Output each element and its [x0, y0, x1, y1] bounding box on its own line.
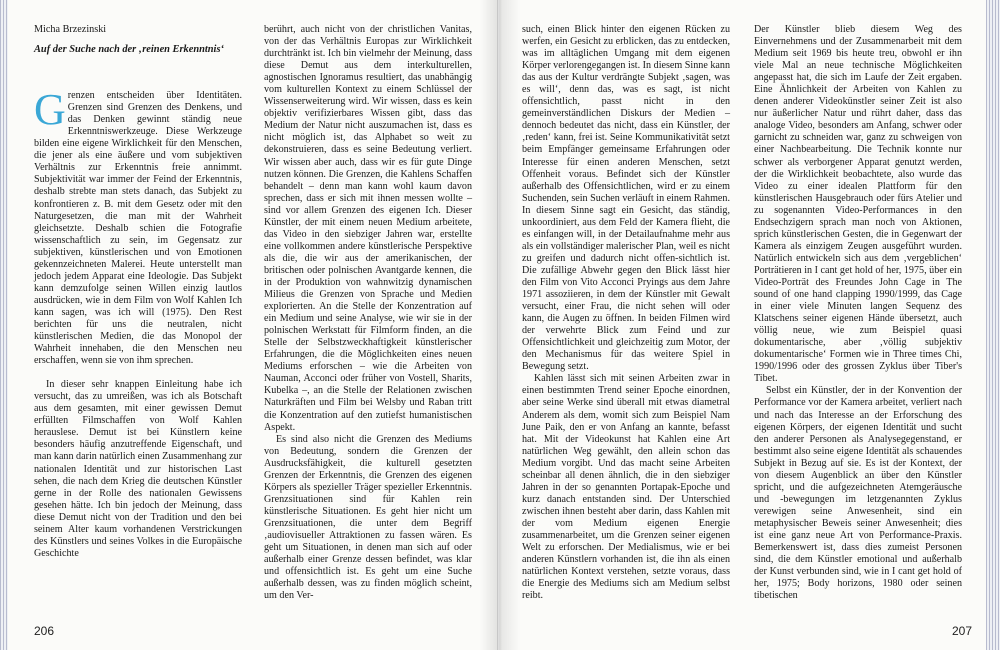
left-page [8, 0, 498, 650]
page-number-right: 207 [951, 624, 972, 638]
left-column-2 [264, 24, 472, 602]
author-name: Micha Brzezinski [34, 24, 107, 35]
right-column-2 [754, 24, 962, 602]
paragraph [34, 85, 242, 367]
paragraph: Kahlen lässt sich mit seinen Arbeiten zwar in einen bestimmten Trend seiner Epoche einordnen, aber seine Werke sind überall mit etwas diametral Anderem als dem, womit sich zum Beispiel Nam June Paik, den er von Anfang an kannte, befasst hat. Mit der Videokunst hat Kahlen eine Art natürlichen Weg gewählt, den allein schon das Medium vorgibt. Und das macht seine Arbeiten scheinbar all denen ähnlich, die in den siebziger Jahren in der so genannten Portapak-Epoche und kurz danach entstanden sind. Der Unterschied zwischen ihnen besteht aber darin, dass Kahlen mit der vom Medium eigenen Energie zusammenarbeitet, um die Grenzen seiner eigenen Welt zu erforschen. Der Medialismus, wie er bei anderen Künstlern vorhanden ist, die ihn als einen natürlichen Kontext verstehen, setzte voraus, dass die Energie des Mediums sich am Medium selbst reibt. [522, 373, 730, 602]
paragraph: berührt, auch nicht von der christlichen Vanitas, von der das Verhältnis Europas zur Wirklichkeit durchtränkt ist. Ich bin vielmehr der Meinung, dass diese Demut aus dem interkulturellen, agnostischen Ignoramus resultiert, das unabhängig vom kulturellen Kontext zu einem Schlüssel der Wissenserweiterung wird. Wir wissen, dass es kein objektiv verifizierbares Wissen gibt, dass das Medium der Natur nicht auszumachen ist, dass es nicht möglich ist, das Alphabet so weit zu dekonstruieren, dass es seine Bedeutung verliert. Wir wissen aber auch, dass wir es für gute Dinge nutzen können. Die Grenzen, die Kahlens Schaffen behandelt – denn man kann wohl kaum davon sprechen, dass er sich mit ihnen messen wollte – sind vor allem Grenzen des eigenen Ich. Dieser Künstler, der mit einem neuen Medium arbeitete, das Video in den siebziger Jahren war, erstellte eine vollkommen andere künstlerische Perspektive als die, die wir aus der amerikanischen, der britischen oder polnischen Avantgarde kennen, die in der Produktion von wahnwitzig dynamischen Milieus die Grenzen von Sprache und Medien explorierten. An die Stelle der Konzentration auf ein Medium und seine Analyse, wie wir sie in der polnischen Werkstatt für Filmform finden, an die Stelle der Selbstzweckhaftigkeit künstlerischer Erfahrungen, die die Möglichkeiten eines neuen Mediums erforschen – wie die Arbeiten von Nauman, Acconci oder früher von Vostell, Sharits, Kubelka –, an die Stelle der Relationen zwischen Naturkräften und Film bei Welsby und Raban tritt die Konzentration auf den zutiefst humanistischen Aspekt. [264, 24, 472, 433]
page-edge-right [986, 0, 1000, 650]
page-edge-left [0, 0, 8, 650]
paragraph: Der Künstler blieb diesem Weg des Einvernehmens und der Zusammenarbeit mit dem Medium seit 1969 bis heute treu, obwohl er ihn viele Mal an neue technische Möglichkeiten angepasst hat, die sich im Laufe der Zeit ergaben. Eine Ähnlichkeit der Arbeiten von Kahlen zu denen anderer Videokünstler seiner Zeit ist also nur äußerlicher Natur und rührt daher, dass das analoge Video, besonders am Anfang, schwer oder garnicht zu schneiden war, ganz zu schweigen von einer Nachbearbeitung. Die Technik konnte nur schwer als verborgener Apparat genutzt werden, der die Wirklichkeit beobachtete, also wurde das Video zu einer idealen Plattform für den künstlerischen Hausgebrauch oder fürs Atelier und zu sogenannten Video-Performances in den Endsechzigern sprach man noch von Aktionen, sprich künstlerischen Gesten, die in Gegenwart der Kamera als einzigem Zeugen ausgeführt wurden. Natürlich entwickeln sich aus dem ‚vergeblichen‘ Porträtieren in I cant get hold of her, 1975, über ein Video-Porträt des Freundes John Cage in The sound of one hand clapping 1990/1999, das Cage in einer viele Minuten langen Sequenz des Klatschens seiner eigenen Hände übersetzt, auch völlig neue, wie zum Beispiel quasi dokumentarische, aber ‚völlig subjektiv dokumentarische‘ Formen wie in Three times Chi, 1990/1996 oder des grossen Zyklus über Tiber's Tibet. [754, 24, 962, 385]
article-subtitle: Auf der Suche nach der ‚reinen Erkenntnis‘ [34, 44, 224, 56]
right-page [500, 0, 986, 650]
page-number-left: 206 [34, 624, 55, 638]
paragraph: In dieser sehr knappen Einleitung habe ich versucht, das zu umreißen, was ich als Botschaft aus dem gesamten, mit einer gewissen Demut erfüllten Filmschaffen von Wolf Kahlen herauslese. Demut ist bei Künstlern keine besonders häufig anzutreffende Eigenschaft, und man kann darin natürlich einen Zusammenhang zur nationalen Identität und zur historischen Last sehen, die nach dem Krieg die deutschen Künstler gerne in der Rolle des nationalen Gewissens gesehen hätte. Ich bin jedoch der Meinung, dass diese Demut nicht von der Tradition und den bei seinem Alter kaum vorhandenen Verstrickungen des Künstlers und seines Volkes in die Europäische Geschichte [34, 379, 242, 559]
drop-cap: G [34, 85, 66, 135]
paragraph: Es sind also nicht die Grenzen des Mediums von Bedeutung, sondern die Grenzen der Ausdrucksfähigkeit, die kulturell gesetzten Grenzen der Erkenntnis, die Grenzen des eigenen Körpers als spezieller Träger spezieller Erkenntnis. Grenzsituationen sind für Kahlen rein künstlerische Situationen. Es geht hier nicht um Grenzsituationen, die unter dem Begriff ‚audiovisueller Attraktionen zu fassen wären. Es geht um Situationen, in denen man sich auf oder außerhalb einer Grenze dessen befindet, was klar und offensichtlich ist. Es geht um eine Suche außerhalb dessen, was zu finden möglich scheint, um den Ver- [264, 433, 472, 602]
paragraph: such, einen Blick hinter den eigenen Rücken zu werfen, ein Gesicht zu erblicken, das zu entdecken, was im alltäglichen Umgang mit dem eigenen Körper verlorengegangen ist. In diesem Sinne kann das aus der Kultur verdrängte Subjekt ‚sagen, was es will‘, denn das, was es sagt, ist nicht offensichtlich, passt nicht in den gemeinverständlichen Diskurs der Medien – dennoch bedeutet das nicht, dass ein Künstler, der ‚reden‘ kann, frei ist. Seine Kommunikativität setzt beim Empfänger gemeinsame Erfahrungen oder Interesse für einen anderen Menschen, setzt Offenheit voraus. Befindet sich der Künstler außerhalb des Offensichtlichen, wird er zu einem Suchenden, sein Suchen verläuft in einem Rahmen. In diesem Sinne sagt ein Gesicht, das ständig, unkoordiniert, aus dem Feld der Kamera flieht, die es einfangen will, in der Detailaufnahme mehr aus als ein vollständiger malerischer Plan, weil es nicht zu greifen und dadurch nicht offen-sichtlich ist. Die zufällige Abwehr gegen den Blick lässt hier den Film von Vito Acconci Pryings aus dem Jahre 1971 assoziieren, in dem der Künstler mit Gewalt versucht, einer Frau, die nicht sehen will oder kann, die Augen zu öffnen. In beiden Filmen wird der verwehrte Blick zum Feind und zur Offensichtlichkeit und gleichzeitig zum Motor, der den Mechanismus für das weitere Spiel in Bewegung setzt. [522, 24, 730, 373]
right-column-1 [522, 24, 730, 602]
left-column-1 [34, 24, 242, 560]
paragraph: Selbst ein Künstler, der in der Konvention der Performance vor der Kamera arbeitet, verliert nach und nach das Interesse an der Erforschung des eigenen Körpers, der eigenen Identität und sucht den anderer Personen als Analysegegenstand, er bestimmt also seine eigene Identität als schauendes Subjekt in Bezug auf sie. Es ist der Kontext, der von diesem Augenblick an über den Künstler spricht, und die aufgezeichneten Atemgeräusche und -bewegungen im letzgenannten Zyklus verewigen seine Anwesenheit, sind ein metaphysischer Beweis seiner Anwesenheit; dies ist eine ganz neue Art von Performance-Praxis. Bemerkenswert ist, dass dies zumeist Personen sind, die dem Künstler emotional und außerhalb der Kunst verbunden sind, wie in I cant get hold of her, 1975; Body horizons, 1980 oder seinen tibetischen [754, 385, 962, 602]
paragraph-text: renzen entscheiden über Identitäten. Grenzen sind Grenzen des Denkens, und das Denken gewinnt ständig neue Erkenntniswerkzeuge. Diese Werkzeuge bilden eine eigene Wirklichkeit für den Menschen, die jener als eine äußere und vom subjektiven Verhältnis zur Erkenntnis freie annimmt. Subjektivität war immer der Feind der Erkenntnis, deshalb strebte man stets danach, das Subjekt zu konfrontieren z. B. mit dem Gesetz oder mit den Naturgesetzen, die man mit der Wahrheit gleichsetzte. Deshalb schien die Fotografie wissenschaftlich zu sein, im Gegensatz zur subjektiven, künstlerischen und von Emotionen gekennzeichneten Malerei. Heute unterstellt man jedoch jedem Apparat eine Ideologie. Das Subjekt kann demzufolge seinen Willen einzig lautlos ausdrücken, wie in dem Film von Wolf Kahlen Ich kann sagen, was ich will (1975). Den Rest berichten für uns die neutralen, nicht künstlerischen Medien, die das Monopol der Wahrheit innehaben, die den Menschen neu erschaffen, wenn sie von ihm sprechen. [34, 90, 242, 367]
